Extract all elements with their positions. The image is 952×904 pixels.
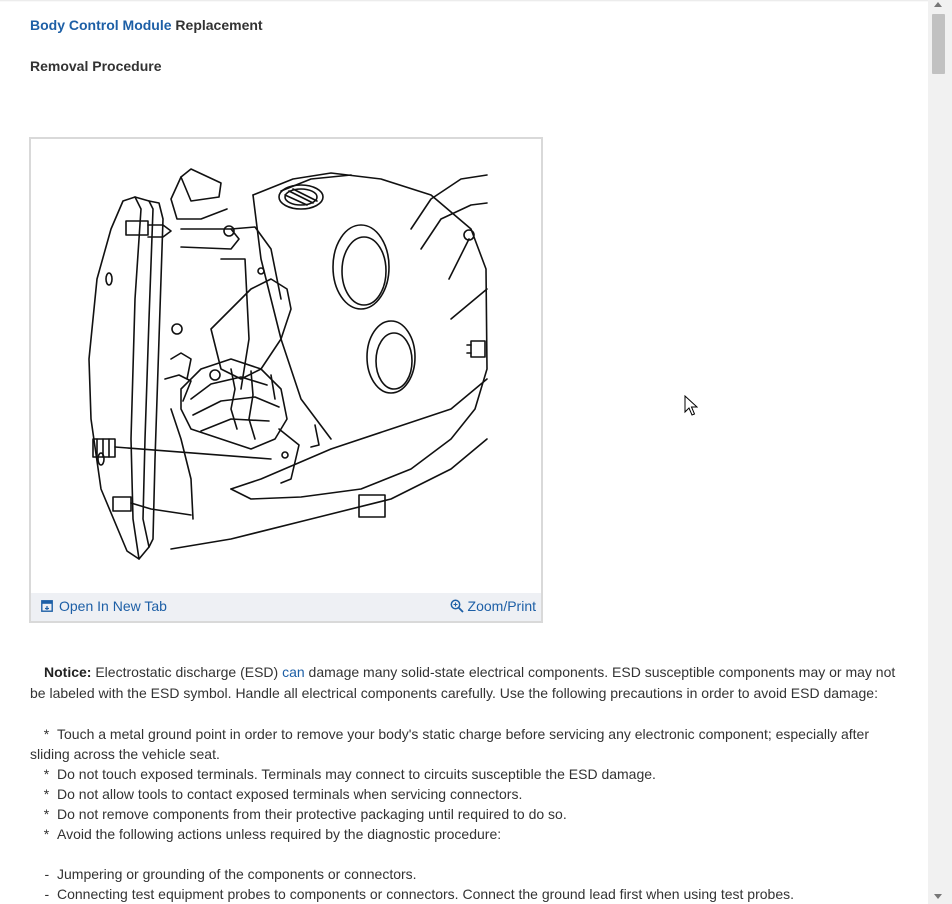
- zoom-print-button[interactable]: [450, 598, 536, 614]
- section-heading: Removal Procedure: [30, 58, 162, 74]
- page-title: [30, 17, 263, 33]
- open-in-new-tab-label: Open In New Tab: [59, 598, 167, 614]
- list-item: * Do not touch exposed terminals. Terminals may connect to circuits susceptible the ESD damage.: [43, 766, 656, 782]
- scrollbar-thumb[interactable]: [932, 14, 945, 74]
- list-item-text: Connecting test equipment probes to components or connectors. Connect the ground lead first when using test probes.: [57, 886, 794, 902]
- zoom-print-label: Zoom/Print: [467, 598, 536, 614]
- list-item-text: Do not allow tools to contact exposed terminals when servicing connectors.: [57, 786, 523, 802]
- list-item-text: Jumpering or grounding of the components or connectors.: [57, 866, 417, 882]
- list-item-text: Do not touch exposed terminals. Terminals may connect to circuits susceptible the ESD damage.: [57, 766, 656, 782]
- notice-text-a: Electrostatic discharge (ESD): [91, 664, 283, 680]
- list-item: - Jumpering or grounding of the components or connectors.: [44, 866, 417, 882]
- vertical-scrollbar[interactable]: [928, 0, 952, 904]
- mouse-cursor-icon: [684, 395, 698, 417]
- list-item: * Do not remove components from their protective packaging until required to do so.: [43, 806, 567, 822]
- precaution-list: [30, 724, 910, 904]
- notice-link-can[interactable]: can: [282, 664, 305, 680]
- figure-toolbar: [31, 593, 541, 621]
- esd-notice: [30, 662, 910, 704]
- list-item-text: Avoid the following actions unless required by the diagnostic procedure:: [57, 826, 502, 842]
- list-item: * Do not allow tools to contact exposed terminals when servicing connectors.: [43, 786, 523, 802]
- list-item: * Touch a metal ground point in order to remove your body's static charge before servicing any electronic component; especially after sliding across the vehicle seat.: [30, 726, 869, 762]
- top-shadow: [0, 0, 928, 2]
- notice-label: Notice:: [44, 664, 92, 680]
- zoom-magnifier-icon: [450, 599, 464, 613]
- open-in-new-tab-button[interactable]: [41, 598, 167, 614]
- bcm-illustration[interactable]: [31, 139, 541, 591]
- scroll-up-arrow-icon[interactable]: [934, 2, 942, 7]
- list-item-text: Touch a metal ground point in order to remove your body's static charge before servicing any electronic component; especially after sliding across the vehicle seat.: [30, 726, 869, 762]
- notice-text-b: damage many solid-state electrical components. ESD susceptible components may or may not be labeled with the ESD symbol. Handle all electrical components carefully. Use the following precautions in order to avoid ESD damage:: [30, 664, 896, 701]
- list-item-text: Do not remove components from their protective packaging until required to do so.: [57, 806, 567, 822]
- list-item: * Avoid the following actions unless required by the diagnostic procedure:: [43, 826, 502, 842]
- title-link[interactable]: Body Control Module: [30, 17, 172, 33]
- open-new-tab-icon: [41, 600, 53, 612]
- title-rest: Replacement: [171, 17, 263, 33]
- list-item: - Connecting test equipment probes to components or connectors. Connect the ground lead first when using test probes.: [44, 886, 794, 902]
- figure-panel: [29, 137, 543, 623]
- scroll-down-arrow-icon[interactable]: [934, 894, 942, 899]
